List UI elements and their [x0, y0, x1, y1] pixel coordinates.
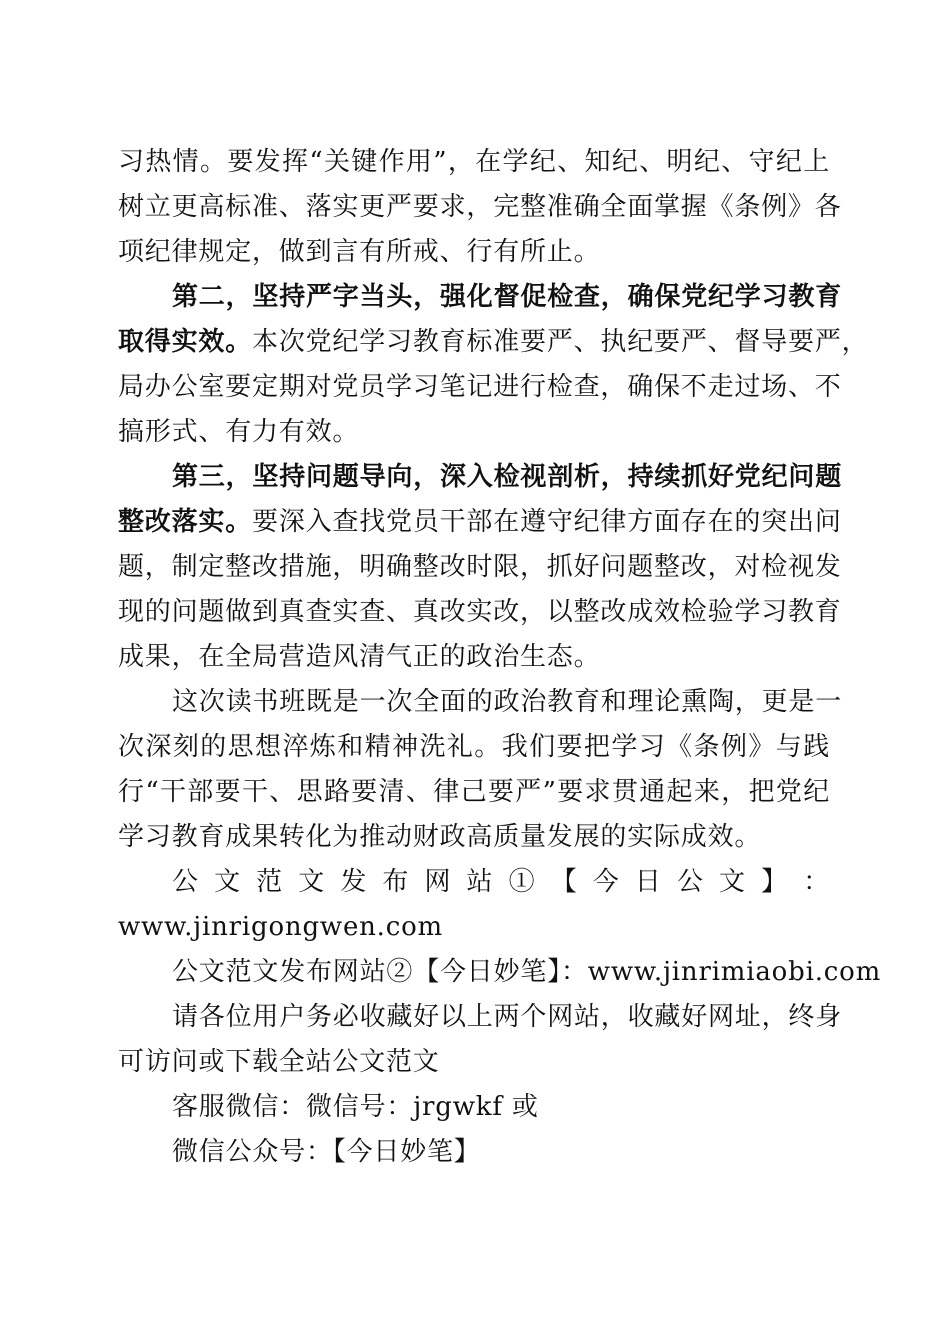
paragraph-text: 本次党纪学习教育标准要严、执纪要严、督导要严， [252, 327, 869, 357]
paragraph-line [118, 500, 842, 545]
paragraph-line [118, 275, 843, 320]
paragraph-heading: 取得实效。 [118, 327, 253, 357]
footer-site2[interactable]: 公文范文发布网站②【今日妙笔】：www.jinrimiaobi.com [172, 957, 882, 987]
paragraph-line: 现的问题做到真查实查、真改实改，以整改成效检验学习教育 [118, 597, 842, 627]
paragraph-heading: 第三，坚持问题导向，深入检视剖析，持续抓好党纪问题 [172, 462, 843, 492]
footer-notice-line: 可访问或下载全站公文范文 [118, 1047, 440, 1077]
document-page [118, 140, 882, 1175]
paragraph-line [118, 320, 869, 365]
paragraph-line: 成果，在全局营造风清气正的政治生态。 [118, 642, 601, 672]
paragraph-heading: 整改落实。 [118, 507, 253, 537]
paragraph-line: 习热情。要发挥“关键作用”，在学纪、知纪、明纪、守纪上 [118, 147, 830, 177]
paragraph-line: 行“干部要干、思路要清、律己要严”要求贯通起来，把党纪 [118, 777, 830, 807]
footer-site1-url[interactable]: www.jinrigongwen.com [118, 912, 444, 942]
paragraph-line: 项纪律规定，做到言有所戒、行有所止。 [118, 237, 601, 267]
paragraph-line [118, 455, 843, 500]
paragraph-line: 次深刻的思想淬炼和精神洗礼。我们要把学习《条例》与践 [118, 732, 830, 762]
footer-wechat-public: 微信公众号：【今日妙笔】 [172, 1137, 481, 1167]
paragraph-line: 这次读书班既是一次全面的政治教育和理论熏陶，更是一 [172, 687, 843, 717]
paragraph-heading: 第二，坚持严字当头，强化督促检查，确保党纪学习教育 [172, 282, 843, 312]
footer-site1-label: 公 文 范 文 发 布 网 站 ① 【 今 日 公 文 】 ： [172, 867, 830, 897]
paragraph-line: 学习教育成果转化为推动财政高质量发展的实际成效。 [118, 822, 762, 852]
paragraph-line: 局办公室要定期对党员学习笔记进行检查，确保不走过场、不 [118, 372, 842, 402]
paragraph-line: 树立更高标准、落实更严要求，完整准确全面掌握《条例》各 [118, 192, 842, 222]
paragraph-text: 要深入查找党员干部在遵守纪律方面存在的突出问 [252, 507, 842, 537]
paragraph-line: 搞形式、有力有效。 [118, 417, 360, 447]
paragraph-line: 题，制定整改措施，明确整改时限，抓好问题整改，对检视发 [118, 552, 842, 582]
footer-notice-line: 请各位用户务必收藏好以上两个网站，收藏好网址，终身 [172, 1002, 843, 1032]
footer-wechat-service: 客服微信：微信号：jrgwkf 或 [172, 1092, 539, 1122]
